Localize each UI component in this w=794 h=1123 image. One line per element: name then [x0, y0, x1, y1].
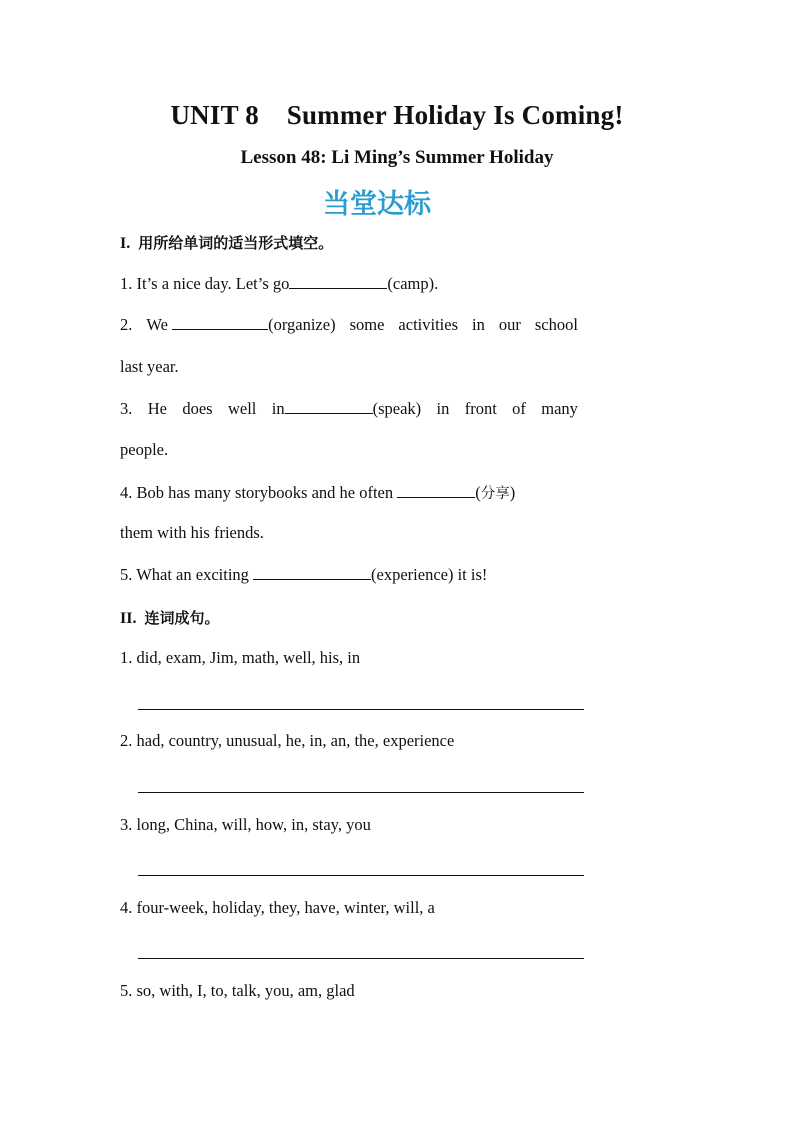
question-1 — [120, 274, 578, 294]
answer-line-4[interactable] — [138, 958, 584, 959]
answer-blank-4[interactable] — [397, 483, 475, 498]
list-item: 4. four-week, holiday, they, have, winter, will, a — [120, 898, 435, 917]
q3-word: in — [271, 399, 285, 418]
question-3-hint: (speak) — [372, 399, 422, 418]
question-5-hint: (experience) it is! — [371, 565, 488, 584]
part2-instruction: 连词成句。 — [144, 609, 220, 627]
answer-line-1[interactable] — [138, 709, 584, 710]
q2-word: our — [498, 315, 521, 334]
q3-word: in — [436, 399, 450, 418]
list-item: 1. did, exam, Jim, math, well, his, in — [120, 648, 361, 667]
part1-instruction: 用所给单词的适当形式填空。 — [138, 234, 334, 252]
part2-heading — [120, 607, 219, 628]
question-5-text: 5. What an exciting — [120, 565, 249, 584]
question-2 — [120, 315, 578, 335]
answer-blank-2[interactable] — [172, 315, 268, 330]
q3-word: well — [227, 399, 257, 418]
q2-group — [146, 315, 335, 335]
lesson-title: Lesson 48: Li Ming’s Summer Holiday — [240, 147, 554, 168]
answer-blank-5[interactable] — [253, 565, 371, 580]
q3-word: does — [182, 399, 213, 418]
question-4-hint: 分享 — [480, 486, 510, 502]
question-4-continued: them with his friends. — [120, 523, 264, 542]
q2-word: We — [146, 315, 168, 334]
q3-group — [272, 399, 421, 419]
part1-heading — [120, 232, 333, 253]
question-1-text: 1. It’s a nice day. Let’s go — [120, 274, 290, 293]
question-1-hint: (camp). — [387, 274, 439, 293]
part1-numeral: I. — [120, 235, 131, 252]
question-2-hint: (organize) — [268, 315, 336, 334]
section-heading: 当堂达标 — [323, 189, 431, 220]
q3-word: front — [464, 399, 497, 418]
q2-word: 2. — [120, 315, 133, 334]
part2-numeral: II. — [120, 610, 137, 627]
question-4-hint-close: ) — [509, 483, 516, 502]
unit-title: UNIT 8 Summer Holiday Is Coming! — [170, 100, 624, 130]
answer-blank-1[interactable] — [289, 274, 387, 289]
list-item: 3. long, China, will, how, in, stay, you — [120, 815, 371, 834]
answer-line-2[interactable] — [138, 792, 584, 793]
list-item: 5. so, with, I, to, talk, you, am, glad — [120, 981, 355, 1000]
question-3 — [120, 399, 578, 419]
q3-word: He — [147, 399, 167, 418]
question-5 — [120, 565, 578, 585]
question-2-continued: last year. — [120, 357, 179, 376]
q2-word: activities — [398, 315, 458, 334]
answer-line-3[interactable] — [138, 875, 584, 876]
q2-word: in — [472, 315, 485, 334]
q3-word: of — [512, 399, 526, 418]
question-4-text: 4. Bob has many storybooks and he often — [120, 483, 394, 502]
question-3-continued: people. — [120, 440, 169, 459]
q2-word: some — [349, 315, 385, 334]
q3-word: many — [541, 399, 578, 418]
question-4 — [120, 482, 578, 503]
answer-blank-3[interactable] — [285, 399, 373, 414]
question-4-hint-open: ( — [475, 483, 481, 502]
list-item: 2. had, country, unusual, he, in, an, the, experience — [120, 731, 455, 750]
q3-word: 3. — [120, 399, 133, 418]
q2-word: school — [534, 315, 578, 334]
